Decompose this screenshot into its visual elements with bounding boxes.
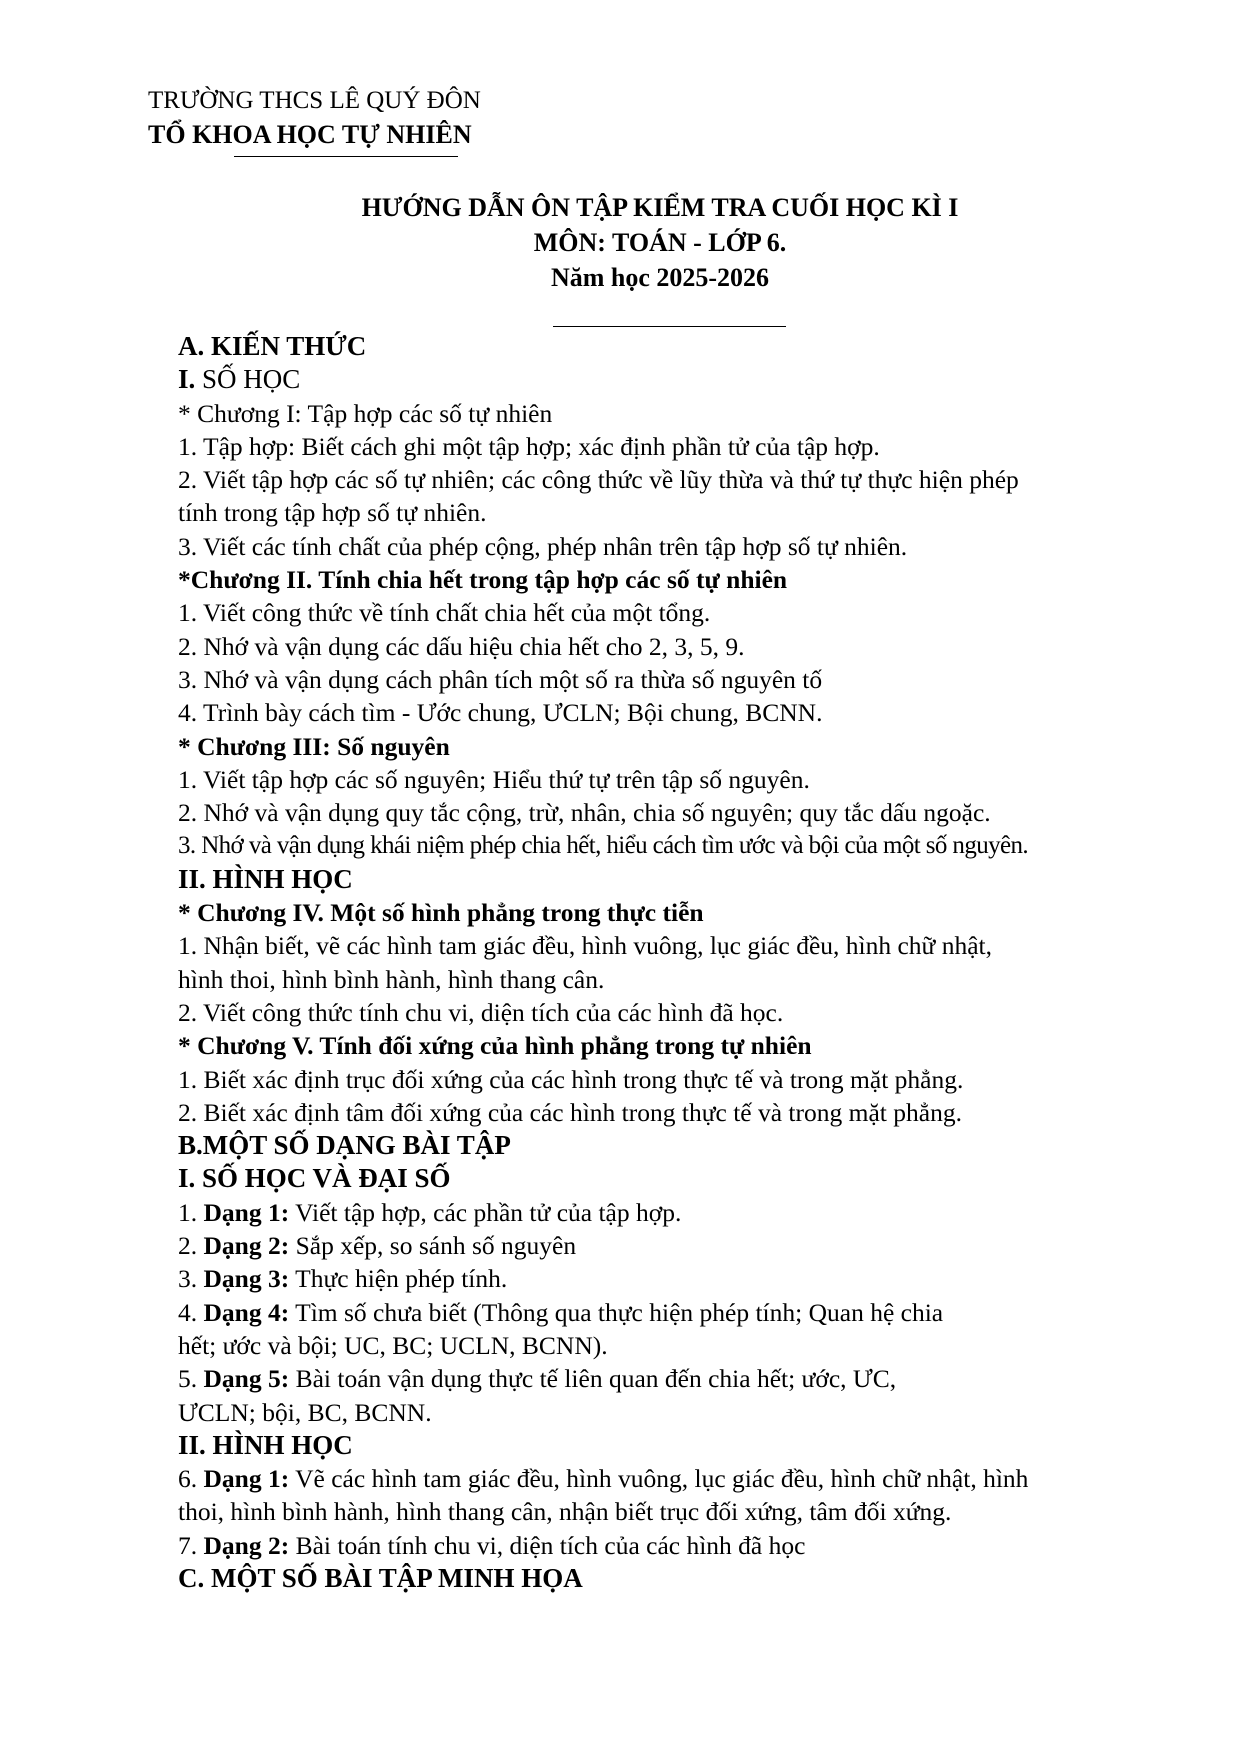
text-line: 1. Viết tập hợp các số nguyên; Hiểu thứ tự trên tập số nguyên. bbox=[178, 764, 810, 794]
section-heading: I. SỐ HỌC VÀ ĐẠI SỐ bbox=[178, 1163, 451, 1194]
text-line: * Chương I: Tập hợp các số tự nhiên bbox=[178, 398, 553, 428]
text-line: 3. Viết các tính chất của phép cộng, phép nhân trên tập hợp số tự nhiên. bbox=[178, 531, 908, 561]
text-line: 2. Viết tập hợp các số tự nhiên; các công thức về lũy thừa và thứ tự thực hiện phép bbox=[178, 465, 1019, 495]
text-line: ƯCLN; bội, BC, BCNN. bbox=[178, 1397, 432, 1427]
text-line: 3. Nhớ và vận dụng cách phân tích một số ra thừa số nguyên tố bbox=[178, 664, 823, 694]
text-line: 2. Viết công thức tính chu vi, diện tích của các hình đã học. bbox=[178, 997, 784, 1027]
chapter-heading: * Chương V. Tính đối xứng của hình phẳng trong tự nhiên bbox=[178, 1031, 812, 1061]
text-line: 3. Nhớ và vận dụng khái niệm phép chia hết, hiểu cách tìm ước và bội của một số nguyên. bbox=[178, 832, 1029, 860]
department-name: TỔ KHOA HỌC TỰ NHIÊN bbox=[148, 120, 472, 149]
text-line: 1. Nhận biết, vẽ các hình tam giác đều, hình vuông, lục giác đều, hình chữ nhật, bbox=[178, 931, 993, 961]
text-line: 1. Biết xác định trục đối xứng của các hình trong thực tế và trong mặt phẳng. bbox=[178, 1064, 964, 1094]
text-line: 2. Biết xác định tâm đối xứng của các hình trong thực tế và trong mặt phẳng. bbox=[178, 1097, 962, 1127]
exercise-type-line: 3. Dạng 3: Thực hiện phép tính. bbox=[178, 1264, 508, 1294]
text-line: 4. Trình bày cách tìm - Ước chung, ƯCLN; Bội chung, BCNN. bbox=[178, 698, 823, 728]
exercise-type-line: 5. Dạng 5: Bài toán vận dụng thực tế liên quan đến chia hết; ước, ƯC, bbox=[178, 1364, 897, 1394]
document-body bbox=[178, 330, 1138, 1595]
section-heading: B.MỘT SỐ DẠNG BÀI TẬP bbox=[178, 1130, 511, 1161]
document-header bbox=[148, 84, 481, 152]
exercise-type-line: 2. Dạng 2: Sắp xếp, so sánh số nguyên bbox=[178, 1231, 577, 1261]
text-line: hết; ước và bội; UC, BC; UCLN, BCNN). bbox=[178, 1330, 608, 1360]
title-underline bbox=[553, 326, 786, 327]
school-name: TRƯỜNG THCS LÊ QUÝ ĐÔN bbox=[148, 87, 481, 114]
chapter-heading: * Chương III: Số nguyên bbox=[178, 731, 450, 761]
title-line-3: Năm học 2025-2026 bbox=[550, 263, 770, 292]
section-heading: C. MỘT SỐ BÀI TẬP MINH HỌA bbox=[178, 1562, 583, 1593]
document-title bbox=[180, 190, 1140, 295]
text-line: 1. Viết công thức về tính chất chia hết của một tổng. bbox=[178, 598, 711, 628]
section-heading: II. HÌNH HỌC bbox=[178, 1429, 353, 1460]
exercise-type-line: 6. Dạng 1: Vẽ các hình tam giác đều, hình vuông, lục giác đều, hình chữ nhật, hình bbox=[178, 1464, 1029, 1494]
chapter-heading: * Chương IV. Một số hình phẳng trong thực tiễn bbox=[178, 898, 704, 928]
text-line: 1. Tập hợp: Biết cách ghi một tập hợp; xác định phần tử của tập hợp. bbox=[178, 431, 880, 461]
text-line: 2. Nhớ và vận dụng các dấu hiệu chia hết cho 2, 3, 5, 9. bbox=[178, 631, 745, 661]
exercise-type-line: 7. Dạng 2: Bài toán tính chu vi, diện tích của các hình đã học bbox=[178, 1530, 806, 1560]
section-heading: A. KIẾN THỨC bbox=[178, 331, 367, 361]
text-line: 2. Nhớ và vận dụng quy tắc cộng, trừ, nhân, chia số nguyên; quy tắc dấu ngoặc. bbox=[178, 798, 991, 828]
header-underline bbox=[234, 156, 458, 157]
text-line: hình thoi, hình bình hành, hình thang cân. bbox=[178, 964, 605, 994]
exercise-type-line: 1. Dạng 1: Viết tập hợp, các phần tử của tập hợp. bbox=[178, 1197, 682, 1227]
section-heading: I. SỐ HỌC bbox=[178, 364, 301, 395]
text-line: thoi, hình bình hành, hình thang cân, nhận biết trục đối xứng, tâm đối xứng. bbox=[178, 1497, 952, 1527]
exercise-type-line: 4. Dạng 4: Tìm số chưa biết (Thông qua thực hiện phép tính; Quan hệ chia bbox=[178, 1297, 944, 1327]
section-heading: II. HÌNH HỌC bbox=[178, 863, 353, 894]
title-line-2: MÔN: TOÁN - LỚP 6. bbox=[533, 228, 787, 257]
text-line: tính trong tập hợp số tự nhiên. bbox=[178, 498, 487, 528]
title-line-1: HƯỚNG DẪN ÔN TẬP KIỂM TRA CUỐI HỌC KÌ I bbox=[361, 193, 959, 222]
chapter-heading: *Chương II. Tính chia hết trong tập hợp các số tự nhiên bbox=[178, 565, 788, 595]
